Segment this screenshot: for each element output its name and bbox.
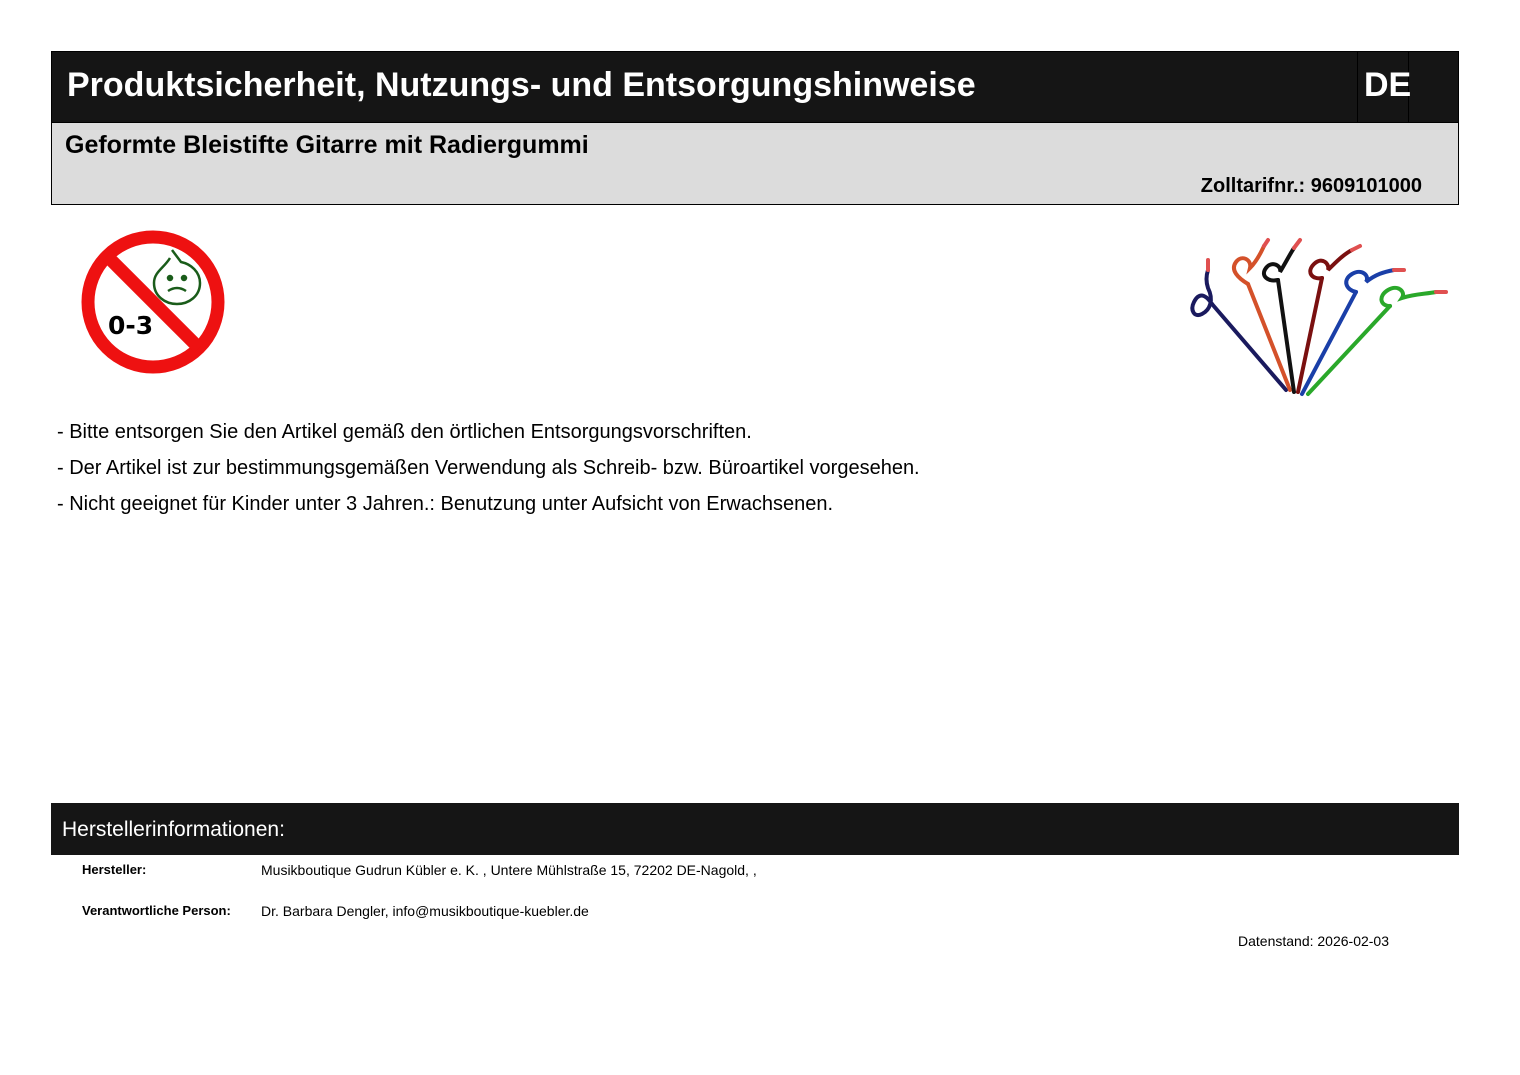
header-bar: [51, 51, 1459, 123]
note-age-warning: - Nicht geeignet für Kinder unter 3 Jahren.: Benutzung unter Aufsicht von Erwachsenen.: [57, 493, 834, 515]
manufacturer-info-bar: [51, 803, 1459, 855]
product-name: Geformte Bleistifte Gitarre mit Radiergummi: [65, 131, 589, 159]
guitar-pencils-image: [1180, 232, 1452, 402]
responsible-person-value: Dr. Barbara Dengler, info@musikboutique-kuebler.de: [261, 903, 589, 919]
responsible-person-label: Verantwortliche Person:: [82, 903, 231, 918]
page-title: Produktsicherheit, Nutzungs- und Entsorgungshinweise: [67, 66, 976, 104]
tariff-number: Zolltarifnr.: 9609101000: [1200, 175, 1422, 197]
note-disposal: - Bitte entsorgen Sie den Artikel gemäß den örtlichen Entsorgungsvorschriften.: [57, 421, 752, 443]
note-intended-use: - Der Artikel ist zur bestimmungsgemäßen Verwendung als Schreib- bzw. Büroartikel vorgesehen.: [57, 457, 920, 479]
not-for-under-3-icon: [78, 228, 228, 376]
product-bar: [51, 123, 1459, 205]
usage-notes: [57, 414, 920, 522]
manufacturer-label: Hersteller:: [82, 862, 147, 877]
language-box: [1357, 52, 1412, 123]
manufacturer-value: Musikboutique Gudrun Kübler e. K. , Untere Mühlstraße 15, 72202 DE-Nagold, ,: [261, 862, 757, 878]
date-stamp: Datenstand: 2026-02-03: [1238, 933, 1389, 949]
age-label: 0-3: [108, 311, 154, 340]
manufacturer-info-title: Herstellerinformationen:: [62, 818, 285, 841]
language-code: DE: [1364, 66, 1412, 104]
